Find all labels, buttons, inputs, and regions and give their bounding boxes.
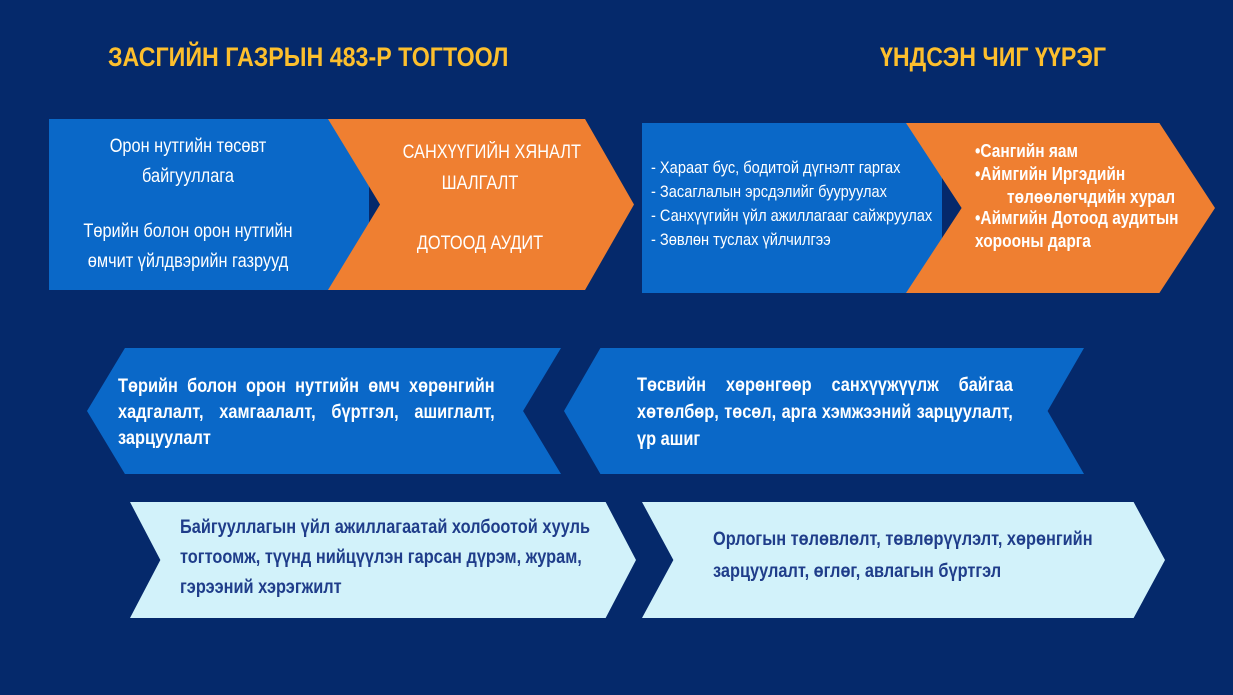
function-item-4: - Зөвлөн туслах үйлчилгээ [651,230,831,249]
budget-programs-text: Төсвийн хөрөнгөөр санхүүжүүлж байгаа хөтөлбөр, төсөл, арга хэмжээний зарцуулалт, үр ашиг [637,375,1013,450]
function-item-2: - Засаглалын эрсдэлийг бууруулах [651,182,887,201]
org-line-4: өмчит үйлдвэрийн газрууд [87,251,289,272]
org-line-3: Төрийн болон орон нутгийн [83,221,293,242]
org-line-2: байгууллага [142,166,234,187]
function-item-1: - Хараат бус, бодитой дүгнэлт гаргах [651,158,901,177]
title-right: ҮНДСЭН ЧИГ ҮҮРЭГ [880,42,1107,72]
legal-line-3: гэрээний хэрэгжилт [180,577,342,598]
title-left: ЗАСГИЙН ГАЗРЫН 483-Р ТОГТООЛ [108,42,509,72]
body-item-3: •Аймгийн Дотоод аудитын [975,208,1179,228]
state-property-text: Төрийн болон орон нутгийн өмч хөрөнгийн хадгалалт, хамгаалалт, бүртгэл, ашиглалт, зарцуулалт [118,376,495,449]
function-item-3: - Санхүүгийн үйл ажиллагааг сайжруулах [651,206,933,225]
body-item-2b: төлөөлөгчдийн хурал [1007,187,1176,207]
body-item-2: •Аймгийн Иргэдийн [975,164,1126,184]
legal-line-2: тогтоомж, түүнд нийцүүлэн гарсан дүрэм, журам, [180,547,582,568]
revenue-line-1: Орлогын төлөвлөлт, төвлөрүүлэлт, хөрөнгийн [713,529,1093,550]
org-line-1: Орон нутгийн төсөвт [109,136,267,157]
legal-line-1: Байгууллагын үйл ажиллагаатай холбоотой хууль [180,517,591,538]
internal-audit-label: ДОТООД АУДИТ [416,233,544,254]
fin-control-line-2: ШАЛГАЛТ [441,173,519,194]
revenue-line-2: зарцуулалт, өглөг, авлагын бүртгэл [713,561,1002,582]
fin-control-line-1: САНХҮҮГИЙН ХЯНАЛТ [402,142,581,163]
body-item-3b: хорооны дарга [975,231,1091,251]
body-item-1: •Сангийн яам [975,141,1078,161]
